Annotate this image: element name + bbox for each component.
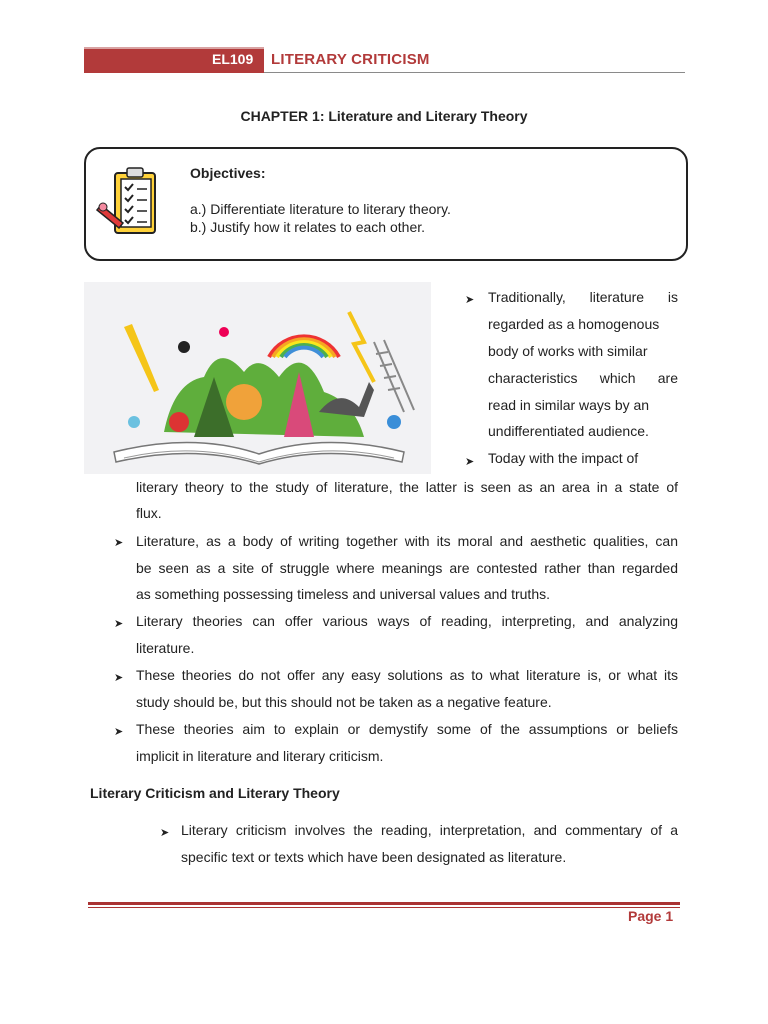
bullet-arrow-icon: ➤ bbox=[114, 537, 124, 549]
side-bullet-line: body of works with similar bbox=[488, 343, 648, 359]
side-bullet-line: undifferentiated audience. bbox=[488, 423, 649, 439]
side-bullet-line: read in similar ways by an bbox=[488, 397, 650, 413]
bullet-line: flux. bbox=[136, 505, 162, 521]
chapter-title: CHAPTER 1: Literature and Literary Theory bbox=[240, 108, 528, 124]
bullet-line: Literature, as a body of writing together with its moral and aesthetic qualities, can bbox=[136, 533, 678, 549]
bullet-line: specific text or texts which have been designated as literature. bbox=[181, 849, 567, 865]
bullet-line: These theories aim to explain or demystify some of the assumptions or beliefs bbox=[136, 721, 678, 737]
bullet-arrow-icon: ➤ bbox=[114, 726, 124, 738]
bullet-line: literary theory to the study of literature, the latter is seen as an area in a state of bbox=[136, 479, 678, 495]
bullet-arrow-icon: ➤ bbox=[465, 294, 475, 306]
bullet-line: These theories do not offer any easy solutions as to what literature is, or what its bbox=[136, 667, 678, 683]
header-rule bbox=[264, 72, 685, 73]
side-bullet-line: Today with the impact of bbox=[488, 450, 639, 466]
bullet-arrow-icon: ➤ bbox=[114, 618, 124, 630]
objective-item: b.) Justify how it relates to each other. bbox=[190, 219, 426, 235]
bullet-line: literature. bbox=[136, 640, 195, 656]
footer-rule bbox=[88, 902, 680, 905]
section-heading: Literary Criticism and Literary Theory bbox=[90, 785, 340, 801]
course-code: EL109 bbox=[212, 51, 254, 67]
bullet-line: study should be, but this should not be taken as a negative feature. bbox=[136, 694, 552, 710]
side-bullet-line: characteristics which are bbox=[488, 370, 678, 386]
bullet-arrow-icon: ➤ bbox=[160, 827, 170, 839]
bullet-line: implicit in literature and literary criticism. bbox=[136, 748, 384, 764]
objective-item: a.) Differentiate literature to literary theory. bbox=[190, 201, 451, 217]
bullet-arrow-icon: ➤ bbox=[114, 672, 124, 684]
footer-rule-thin bbox=[88, 907, 680, 908]
bullet-line: as something possessing timeless and universal values and truths. bbox=[136, 586, 550, 602]
bullet-line: Literary theories can offer various ways of reading, interpreting, and analyzing bbox=[136, 613, 678, 629]
side-bullet-line: regarded as a homogenous bbox=[488, 316, 660, 332]
course-title: LITERARY CRITICISM bbox=[271, 51, 430, 68]
side-bullet-line: Traditionally, literature is bbox=[488, 289, 678, 305]
bullet-line: Literary criticism involves the reading, interpretation, and commentary of a bbox=[181, 822, 678, 838]
objectives-heading: Objectives: bbox=[190, 165, 266, 181]
bullet-arrow-icon: ➤ bbox=[465, 456, 475, 468]
page-number: Page 1 bbox=[628, 908, 674, 924]
clipboard-icon bbox=[95, 165, 165, 245]
bullet-line: be seen as a site of struggle where meanings are contested rather than regarded bbox=[136, 560, 678, 576]
pop-up-book-illustration bbox=[84, 282, 431, 474]
